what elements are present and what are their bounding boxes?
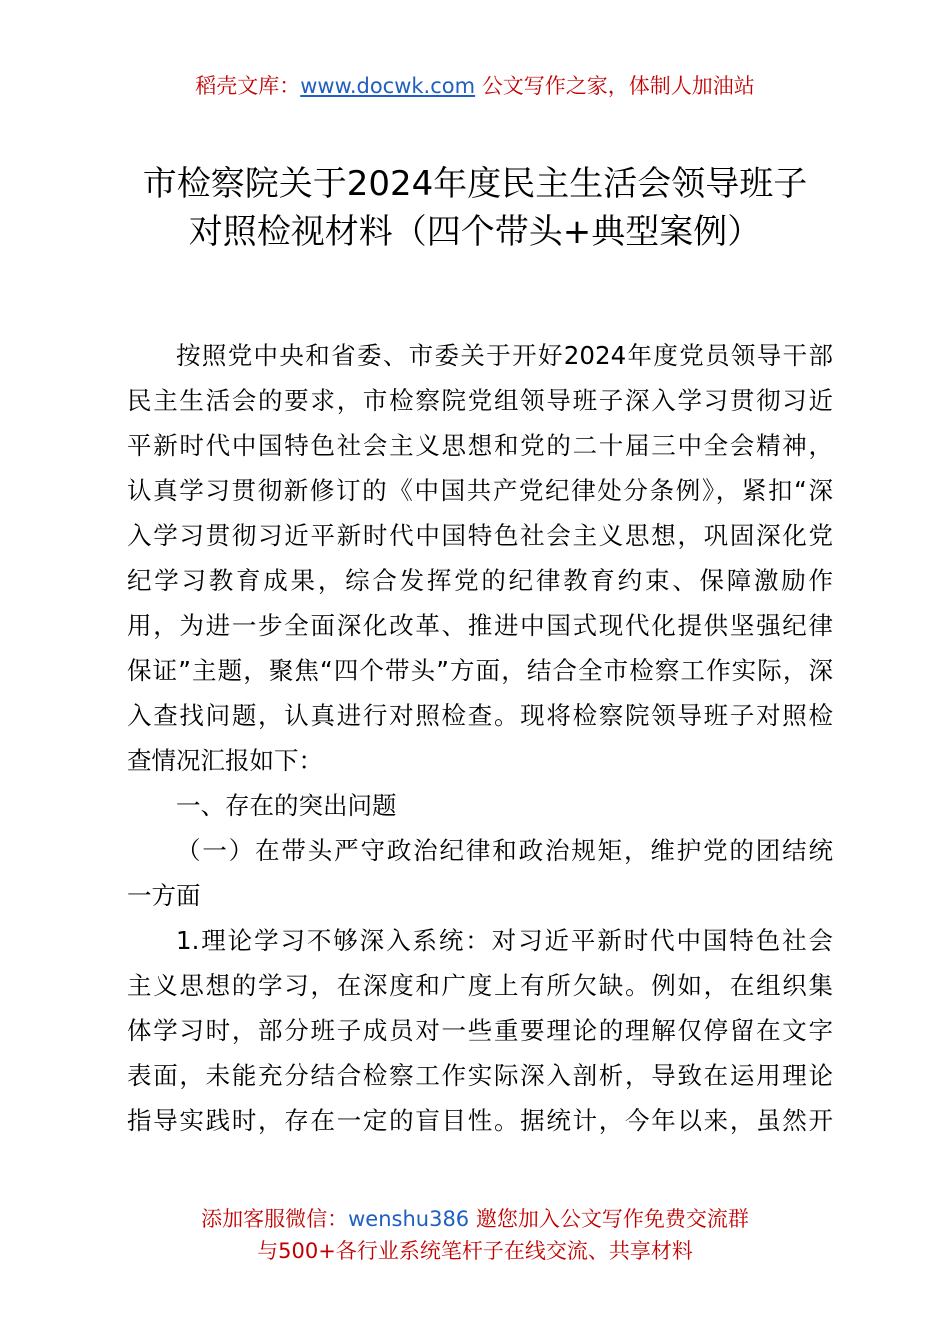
- section-heading-1: 一、存在的突出问题: [176, 791, 397, 820]
- site-header: [0, 70, 950, 100]
- document-title: [0, 160, 950, 256]
- body-line-9: 入查找问题，认真进行对照检查。现将检察院领导班子对照检: [127, 701, 833, 730]
- body-line-4: 认真学习贯彻新修订的《中国共产党纪律处分条例》，紧扣“深: [127, 476, 833, 505]
- body-line-1: 按照党中央和省委、市委关于开好2024年度党员领导干部: [176, 341, 833, 370]
- body-line-10: 查情况汇报如下：: [127, 746, 323, 775]
- body-line-17: 表面，未能充分结合检察工作实际深入剖析，导致在运用理论: [127, 1061, 833, 1090]
- site-slogan: 公文写作之家，体制人加油站: [475, 74, 755, 98]
- title-line-2: 对照检视材料（四个带头+典型案例）: [188, 212, 762, 252]
- body-line-3: 平新时代中国特色社会主义思想和党的二十届三中全会精神，: [127, 431, 833, 460]
- body-line-8: 保证”主题，聚焦“四个带头”方面，结合全市检察工作实际，深: [127, 656, 833, 685]
- title-line-1: 市检察院关于2024年度民主生活会领导班子: [142, 164, 808, 204]
- body-line-15: 主义思想的学习，在深度和广度上有所欠缺。例如，在组织集: [127, 971, 833, 1000]
- document-body: [127, 333, 833, 1143]
- promo-footer: [0, 1203, 950, 1267]
- body-line-18: 指导实践时，存在一定的盲目性。据统计，今年以来，虽然开: [127, 1106, 833, 1135]
- body-line-14: 1.理论学习不够深入系统：对习近平新时代中国特色社会: [176, 926, 833, 955]
- body-line-16: 体学习时，部分班子成员对一些重要理论的理解仅停留在文字: [127, 1016, 833, 1045]
- footer-line-2: 与500+各行业系统笔杆子在线交流、共享材料: [257, 1239, 693, 1263]
- subsection-heading-1-cont: 一方面: [127, 881, 201, 910]
- wechat-id: wenshu386: [348, 1207, 470, 1231]
- body-line-6: 纪学习教育成果，综合发挥党的纪律教育约束、保障激励作: [127, 566, 833, 595]
- site-url-link[interactable]: www.docwk.com: [300, 74, 476, 98]
- footer-wechat-suffix: 邀您加入公文写作免费交流群: [469, 1207, 749, 1231]
- footer-wechat-prefix: 添加客服微信：: [201, 1207, 349, 1231]
- body-line-5: 入学习贯彻习近平新时代中国特色社会主义思想，巩固深化党: [127, 521, 833, 550]
- subsection-heading-1: （一）在带头严守政治纪律和政治规矩，维护党的团结统: [176, 836, 833, 865]
- footer-line-1: [0, 1203, 950, 1235]
- site-name: 稻壳文库：: [195, 74, 301, 98]
- body-line-2: 民主生活会的要求，市检察院党组领导班子深入学习贯彻习近: [127, 386, 833, 415]
- body-line-7: 用，为进一步全面深化改革、推进中国式现代化提供坚强纪律: [127, 611, 833, 640]
